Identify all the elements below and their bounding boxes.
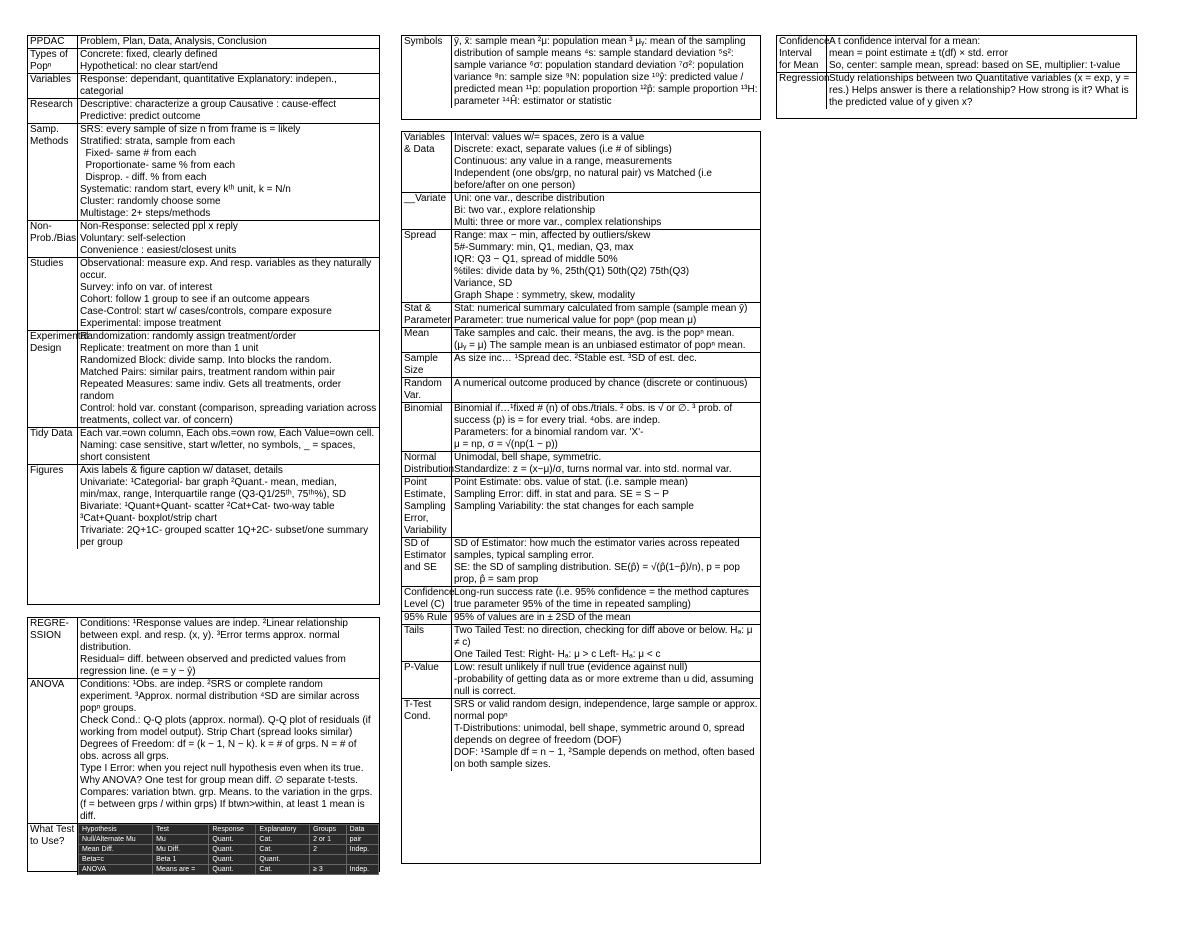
row-label: Normal Distribution [404, 452, 455, 475]
row-label: ANOVA [28, 679, 78, 823]
row-label: Figures [28, 465, 78, 549]
row-label: Binomial [402, 403, 452, 451]
row-content [78, 428, 379, 464]
row-content [78, 679, 379, 823]
test-table-cell: Mu [153, 835, 209, 845]
cheat-table-col1b [27, 617, 380, 872]
cheat-table-col2 [401, 131, 761, 864]
test-table-cell: Null/Alternate Mu [79, 835, 153, 845]
row-content [452, 662, 760, 698]
test-selection-table [78, 824, 379, 875]
table-row [402, 586, 760, 611]
content-line: One Tailed Test: Right- Hₐ: μ > c Left- Hₐ: μ < c [454, 649, 661, 660]
table-row [402, 377, 760, 402]
row-label: Tails [402, 625, 452, 661]
content-line: Naming: case sensitive, start w/letter, no symbols, _ = spaces, short consistent [80, 440, 356, 463]
table-row [402, 192, 760, 229]
content-line: As size inc… ¹Spread dec. ²Stable est. ³SD of est. dec. [454, 353, 697, 364]
table-row [402, 661, 760, 698]
row-label: PPDAC [28, 36, 78, 48]
content-line: Control: hold var. constant (comparison, spreading variation across treatments, collect var. of concern) [80, 403, 377, 426]
content-line: Variance, SD [454, 278, 513, 289]
content-line: SE: the SD of sampling distribution. SE(p̂) = √(p̂(1−p̂)/n), p = pop prop, p̂ = sam prop [454, 562, 740, 585]
test-table-cell: Hypothesis [79, 825, 153, 835]
table-row [402, 352, 760, 377]
content-line: -probability of getting data as or more extreme than u did, assuming null is correct. [454, 674, 754, 697]
table-row [28, 48, 379, 73]
content-line: Each var.=own column, Each obs.=own row, Each Value=own cell. [80, 428, 375, 439]
content-line: Point Estimate: obs. value of stat. (i.e. sample mean) [454, 477, 688, 488]
content-line: Disprop. - diff. % from each [80, 172, 207, 183]
row-content [452, 625, 760, 661]
table-row [28, 464, 379, 549]
row-content [452, 328, 760, 352]
content-line: Range: max − min, affected by outliers/skew [454, 230, 651, 241]
row-content [452, 36, 760, 108]
table-row [28, 257, 379, 330]
content-line: Graph Shape : symmetry, skew, modality [454, 290, 635, 301]
table-row [28, 678, 379, 823]
content-line: 5#-Summary: min, Q1, median, Q3, max [454, 242, 634, 253]
row-content [452, 452, 760, 476]
row-label: Random Var. [402, 378, 452, 402]
content-line: So, center: sample mean, spread: based on SE, multiplier: t-value [829, 60, 1121, 71]
table-row-what-test [28, 823, 379, 875]
table-row [28, 330, 379, 427]
content-line: Case-Control: start w/ cases/controls, compare exposure [80, 306, 332, 317]
table-row [402, 402, 760, 451]
content-line: Survey: info on var. of interest [80, 282, 213, 293]
content-line: Interval: values w/= spaces, zero is a value [454, 132, 645, 143]
table-row [402, 624, 760, 661]
test-table-cell: Quant. [209, 845, 256, 855]
content-line: %tiles: divide data by %, 25th(Q1) 50th(Q2) 75th(Q3) [454, 266, 690, 277]
row-content [78, 618, 379, 678]
content-line: Check Cond.: Q-Q plots (approx. normal). Q-Q plot of residuals (if working from model output). Strip Chart (spread looks similar) [80, 715, 371, 738]
row-content [78, 258, 379, 330]
row-label: Research [28, 99, 78, 123]
row-content [78, 824, 379, 875]
content-line: Systematic: random start, every kᵗʰ unit, k = N/n [80, 184, 291, 195]
content-line: Matched Pairs: similar pairs, treatment random within pair [80, 367, 336, 378]
content-line: Non-Response: selected ppl x reply [80, 221, 238, 232]
test-table-cell: Cat. [256, 865, 310, 875]
content-line: SRS or valid random design, independence, large sample or approx. normal popⁿ [454, 699, 758, 722]
content-line: DOF: ¹Sample df = n − 1, ²Sample depends on method, often based on both sample sizes. [454, 747, 755, 770]
test-table-row [79, 845, 379, 855]
test-table-cell: Cat. [256, 835, 310, 845]
content-line: Uni: one var., describe distribution [454, 193, 605, 204]
test-table-cell: ≥ 3 [310, 865, 347, 875]
cheat-table-col3 [776, 35, 1137, 119]
content-line: SD of Estimator: how much the estimator varies across repeated samples, typical sampling error. [454, 538, 740, 561]
content-line: Bivariate: ¹Quant+Quant- scatter ²Cat+Cat- two-way table ³Cat+Quant- boxplot/strip chart [80, 501, 335, 524]
table-row [28, 73, 379, 98]
content-line: 95% of values are in ± 2SD of the mean [454, 612, 631, 623]
row-content [78, 331, 379, 427]
test-table-cell: Quant. [209, 835, 256, 845]
content-line: Sampling Error: diff. in stat and para. SE = S − P [454, 489, 669, 500]
table-row [28, 36, 379, 48]
row-content [78, 124, 379, 220]
content-line: (μᵧ = μ) The sample mean is an unbiased estimator of popⁿ mean. [454, 340, 746, 351]
content-line: Multi: three or more var., complex relationships [454, 217, 662, 228]
content-line: Standardize: z = (x−μ)/σ, turns normal var. into std. normal var. [454, 464, 732, 475]
test-table-cell: 2 [310, 845, 347, 855]
content-line: Trivariate: 2Q+1C- grouped scatter 1Q+2C- subset/one summary per group [80, 525, 369, 548]
content-line: Voluntary: self-selection [80, 233, 186, 244]
test-table-cell: Mean Diff. [79, 845, 153, 855]
row-content [452, 303, 760, 327]
content-line: Hypothetical: no clear start/end [80, 61, 218, 72]
table-row [777, 36, 1136, 72]
content-line: Randomization: randomly assign treatment/order [80, 331, 297, 342]
content-line: A t confidence interval for a mean: [829, 36, 981, 47]
cheat-table-symbols [401, 35, 761, 120]
content-line: SRS: every sample of size n from frame is = likely [80, 124, 301, 135]
table-row [28, 427, 379, 464]
content-line: Convenience : easiest/closest units [80, 245, 237, 256]
content-line: Descriptive: characterize a group Causative : cause-effect [80, 99, 337, 110]
content-line: Univariate: ¹Categorial- bar graph ²Quant.- mean, median, min/max, range, Interquartile range (Q3-Q1/25ᵗʰ, 75ᵗʰ%), SD [80, 477, 347, 500]
content-line: Axis labels & figure caption w/ dataset, details [80, 465, 283, 476]
test-table-cell: ANOVA [79, 865, 153, 875]
row-label: Sample Size [402, 353, 452, 377]
row-label: Confidence Interval for Mean [779, 36, 830, 71]
table-row [402, 451, 760, 476]
row-label: Variables & Data [402, 132, 452, 192]
row-content [452, 132, 760, 192]
content-line: Why ANOVA? One test for group mean diff. ∅ separate t-tests. [80, 775, 358, 786]
content-line: Degrees of Freedom: df = (k − 1, N − k). k = # of grps. N = # of obs. across all grps. [80, 739, 357, 762]
test-table-cell: Indep. [346, 865, 378, 875]
test-table-cell: pair [346, 835, 378, 845]
table-row [28, 123, 379, 220]
row-label: Non-Prob./Bias [28, 221, 78, 257]
content-line: Discrete: exact, separate values (i.e # of siblings) [454, 144, 672, 155]
test-table-cell: Quant. [209, 865, 256, 875]
row-content [827, 36, 1136, 72]
content-line: Long-run success rate (i.e. 95% confidence = the method captures true parameter 95% of the time in repeated sampling) [454, 587, 749, 610]
content-line: Conditions: ¹Response values are indep. ²Linear relationship between expl. and resp. (x, y). ³Error terms approx. normal distribution. [80, 618, 348, 653]
row-label: Symbols [402, 36, 452, 108]
row-content [78, 74, 379, 98]
row-content [452, 378, 760, 402]
content-line: Fixed- same # from each [80, 148, 197, 159]
content-line: Experimental: impose treatment [80, 318, 222, 329]
row-label: Regression [777, 73, 827, 109]
row-label: SD of Estimator and SE [402, 538, 452, 586]
content-line: ȳ, x̄: sample mean ²μ: population mean ³ μᵧ: mean of the sampling distribution of sample means ⁴s: sample standard deviation ⁵s²: sample variance ⁶σ: population standard deviation ⁷σ²: population variance ⁸n: sample size ⁹N: population size ¹⁰ŷ: predicted value / predicted mean ¹¹p: population proportion ¹²p̂: sample proportion ¹³H: parameter ¹⁴Ĥ: estimator or statistic [454, 36, 758, 107]
content-line: Take samples and calc. their means, the avg. is the popⁿ mean. [454, 328, 735, 339]
table-row [777, 72, 1136, 109]
row-label: Experimental Design [28, 331, 78, 427]
content-line: Stat: numerical summary calculated from sample (sample mean ȳ) [454, 303, 748, 314]
table-row [402, 698, 760, 771]
row-content [452, 477, 760, 537]
cheat-table-col1 [27, 35, 380, 605]
content-line: Problem, Plan, Data, Analysis, Conclusion [80, 36, 267, 47]
content-line: Replicate: treatment on more than 1 unit [80, 343, 259, 354]
row-content [452, 230, 760, 302]
test-table-cell: Quant. [256, 855, 310, 865]
row-label: What Test to Use? [28, 824, 78, 875]
row-content [452, 193, 760, 229]
content-line: Proportionate- same % from each [80, 160, 236, 171]
row-content [452, 587, 760, 611]
content-line: Independent (one obs/grp, no natural pair) vs Matched (i.e before/after on one person) [454, 168, 712, 191]
test-table-row [79, 865, 379, 875]
content-line: Parameter: true numerical value for popⁿ (pop mean μ) [454, 315, 697, 326]
test-table-cell: 2 or 1 [310, 835, 347, 845]
row-label: Samp. Methods [28, 124, 78, 220]
content-line: Unimodal, bell shape, symmetric. [454, 452, 602, 463]
row-label: Variables [28, 74, 78, 98]
content-line: Randomized Block: divide samp. Into blocks the random. [80, 355, 332, 366]
row-label: 95% Rule [402, 612, 452, 624]
row-label: Point Estimate, Sampling Error, Variability [402, 477, 452, 537]
row-label: Tidy Data [28, 428, 78, 464]
test-table-cell: Quant. [209, 855, 256, 865]
test-table-row [79, 825, 379, 835]
content-line: μ = np, σ = √(np(1 − p)) [454, 439, 558, 450]
test-table-cell: Mu Diff. [153, 845, 209, 855]
test-table-cell: Response [209, 825, 256, 835]
row-label: REGRE-SSION [28, 618, 78, 678]
row-label: T-Test Cond. [402, 699, 452, 771]
content-line: mean = point estimate ± t(df) × std. error [829, 48, 1008, 59]
test-table-cell: Groups [310, 825, 347, 835]
row-content [452, 538, 760, 586]
table-row [402, 537, 760, 586]
content-line: Concrete: fixed, clearly defined [80, 49, 218, 60]
table-row [28, 98, 379, 123]
test-table-cell: Data [346, 825, 378, 835]
content-line: Type I Error: when you reject null hypothesis even when its true. [80, 763, 364, 774]
row-content [78, 221, 379, 257]
test-table-cell: Indep. [346, 845, 378, 855]
content-line: Parameters: for a binomial random var. 'X'- [454, 427, 644, 438]
row-content [78, 49, 379, 73]
test-table-cell: Means are = [153, 865, 209, 875]
test-table-cell: Beta 1 [153, 855, 209, 865]
row-content [452, 353, 760, 377]
row-label: Spread [402, 230, 452, 302]
test-table-cell: Beta=c [79, 855, 153, 865]
row-content [78, 99, 379, 123]
content-line: Conditions: ¹Obs. are indep. ²SRS or complete random experiment. ³Approx. normal distribution ⁴SD are similar across popⁿ groups. [80, 679, 360, 714]
row-label: Stat & Parameter [404, 303, 451, 326]
table-row [402, 132, 760, 192]
table-row [402, 327, 760, 352]
content-line: Sampling Variability: the stat changes for each sample [454, 501, 694, 512]
row-content [827, 73, 1136, 109]
content-line: Study relationships between two Quantitative variables (x = exp, y = res.) Helps answer is there a relationship? How strong is it? What is the predicted value of y given x? [829, 73, 1130, 108]
content-line: Compares: variation btwn. grp. Means. to the variation in the grps. (f = between grps / within grps) If btwn>within, at least 1 mean is diff. [80, 787, 373, 822]
content-line: Repeated Measures: same indiv. Gets all treatments, order random [80, 379, 342, 402]
table-row [28, 220, 379, 257]
content-line: Cluster: randomly choose some [80, 196, 221, 207]
content-line: Predictive: predict outcome [80, 111, 201, 122]
row-content [452, 699, 760, 771]
test-table-cell: Test [153, 825, 209, 835]
row-content [452, 403, 760, 451]
test-table-cell [310, 855, 347, 865]
content-line: Low: result unlikely if null true (evidence against null) [454, 662, 688, 673]
content-line: Response: dependant, quantitative Explanatory: indepen., categorial [80, 74, 337, 97]
content-line: Observational: measure exp. And resp. variables as they naturally occur. [80, 258, 372, 281]
content-line: IQR: Q3 − Q1, spread of middle 50% [454, 254, 618, 265]
row-content [452, 612, 760, 624]
content-line: Bi: two var., explore relationship [454, 205, 596, 216]
content-line: Two Tailed Test: no direction, checking for diff above or below. Hₐ: μ ≠ c) [454, 625, 753, 648]
test-table-cell [346, 855, 378, 865]
test-table-row [79, 835, 379, 845]
content-line: Stratified: strata, sample from each [80, 136, 236, 147]
row-content [78, 36, 379, 48]
row-label: __Variate [402, 193, 452, 229]
table-row [402, 611, 760, 624]
table-row [402, 36, 760, 108]
test-table-cell: Explanatory [256, 825, 310, 835]
content-line: Binomial if…¹fixed # (n) of obs./trials. ² obs. is √ or ∅. ³ prob. of success (p) is = for every trial. ⁴obs. are indep. [454, 403, 733, 426]
row-content [78, 465, 379, 549]
test-table-row [79, 855, 379, 865]
row-label: Mean [402, 328, 452, 352]
content-line: Continuous: any value in a range, measurements [454, 156, 672, 167]
content-line: T-Distributions: unimodal, bell shape, symmetric around 0, spread depends on degree of freedom (DOF) [454, 723, 745, 746]
table-row [28, 618, 379, 678]
content-line: Residual= diff. between observed and predicted values from regression line. (e = y − ŷ) [80, 654, 346, 677]
row-label: P-Value [402, 662, 452, 698]
row-label: Studies [28, 258, 78, 330]
row-label: Confidence Level (C) [404, 587, 455, 610]
row-label: Types of Popⁿ [28, 49, 78, 73]
test-table-cell: Cat. [256, 845, 310, 855]
table-row [402, 302, 760, 327]
table-row [402, 476, 760, 537]
table-row [402, 229, 760, 302]
content-line: Cohort: follow 1 group to see if an outcome appears [80, 294, 310, 305]
content-line: A numerical outcome produced by chance (discrete or continuous) [454, 378, 748, 389]
content-line: Multistage: 2+ steps/methods [80, 208, 211, 219]
